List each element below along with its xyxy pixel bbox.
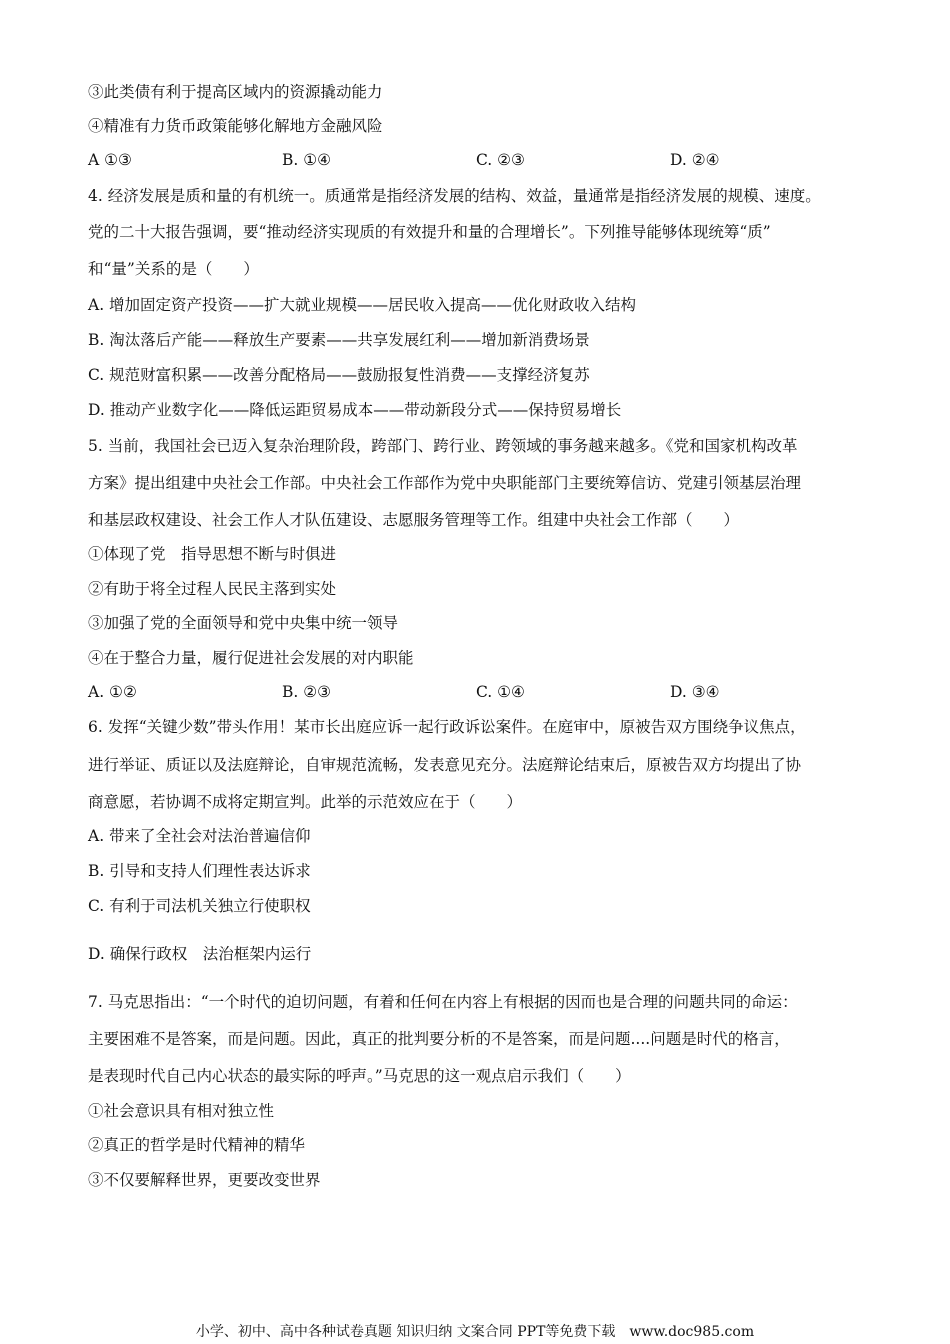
q7-stem-line-3: 是表现时代自己内心状态的最实际的呼声。”马克思的这一观点启示我们（ ） (88, 1067, 631, 1085)
q4-choice-a: A. 增加固定资产投资——扩大就业规模——居民收入提高——优化财政收入结构 (88, 296, 637, 314)
q3-option-b: B. ①④ (282, 151, 332, 169)
q5-option-b: B. ②③ (282, 683, 332, 701)
q7-item-3: ③不仅要解释世界，更要改变世界 (88, 1171, 321, 1189)
q5-stem-line-1: 5. 当前，我国社会已迈入复杂治理阶段，跨部门、跨行业、跨领域的事务越来越多。《党和国家机构改革 (88, 437, 798, 455)
q6-stem-line-3: 商意愿，若协调不成将定期宣判。此举的示范效应在于（ ） (88, 793, 523, 811)
q7-item-1: ①社会意识具有相对独立性 (88, 1102, 275, 1120)
q3-option-a: A ①③ (88, 151, 132, 169)
q4-choice-b: B. 淘汰落后产能——释放生产要素——共享发展红利——增加新消费场景 (88, 331, 590, 349)
q7-stem-line-1: 7. 马克思指出：“一个时代的迫切问题，有着和任何在内容上有根据的因而也是合理的问题共同的命运： (88, 993, 798, 1011)
q7-item-2: ②真正的哲学是时代精神的精华 (88, 1136, 306, 1154)
q6-choice-a: A. 带来了全社会对法治普遍信仰 (88, 827, 311, 845)
q6-choice-b: B. 引导和支持人们理性表达诉求 (88, 862, 311, 880)
q6-choice-d: D. 确保行政权 法治框架内运行 (88, 945, 312, 963)
q3-option-d: D. ②④ (670, 151, 720, 169)
q6-choice-c: C. 有利于司法机关独立行使职权 (88, 897, 311, 915)
q4-stem-line-2: 党的二十大报告强调，要“推动经济实现质的有效提升和量的合理增长”。下列推导能够体现统筹“质” (88, 223, 771, 241)
q5-item-1: ①体现了党 指导思想不断与时俱进 (88, 545, 337, 563)
q3-option-c: C. ②③ (476, 151, 525, 169)
q5-stem-line-3: 和基层政权建设、社会工作人才队伍建设、志愿服务管理等工作。组建中央社会工作部（ ） (88, 511, 740, 529)
q5-stem-line-2: 方案》提出组建中央社会工作部。中央社会工作部作为党中央职能部门主要统筹信访、党建引领基层治理 (88, 474, 802, 492)
q4-choice-c: C. 规范财富积累——改善分配格局——鼓励报复性消费——支撑经济复苏 (88, 366, 590, 384)
q5-option-a: A. ①② (88, 683, 137, 701)
q5-option-c: C. ①④ (476, 683, 525, 701)
q3-item-4: ④精准有力货币政策能够化解地方金融风险 (88, 117, 383, 135)
page-footer: 小学、初中、高中各种试卷真题 知识归纳 文案合同 PPT等免费下载 www.doc985.com (195, 1324, 755, 1340)
q4-choice-d: D. 推动产业数字化——降低运距贸易成本——带动新段分式——保持贸易增长 (88, 401, 622, 419)
q4-stem-line-3: 和“量”关系的是（ ） (88, 260, 259, 278)
q5-option-d: D. ③④ (670, 683, 720, 701)
q5-item-2: ②有助于将全过程人民民主落到实处 (88, 580, 337, 598)
q4-stem-line-1: 4. 经济发展是质和量的有机统一。质通常是指经济发展的结构、效益，量通常是指经济发展的规模、速度。 (88, 187, 821, 205)
q6-stem-line-2: 进行举证、质证以及法庭辩论，自审规范流畅，发表意见充分。法庭辩论结束后，原被告双方均提出了协 (88, 756, 802, 774)
q7-stem-line-2: 主要困难不是答案，而是问题。因此，真正的批判要分析的不是答案，而是问题....问题是时代的格言， (88, 1030, 790, 1048)
q5-item-4: ④在于整合力量，履行促进社会发展的对内职能 (88, 649, 414, 667)
q5-item-3: ③加强了党的全面领导和党中央集中统一领导 (88, 614, 399, 632)
q6-stem-line-1: 6. 发挥“关键少数”带头作用！某市长出庭应诉一起行政诉讼案件。在庭审中，原被告双方围绕争议焦点， (88, 718, 806, 736)
q3-item-3: ③此类债有利于提高区域内的资源撬动能力 (88, 83, 383, 101)
